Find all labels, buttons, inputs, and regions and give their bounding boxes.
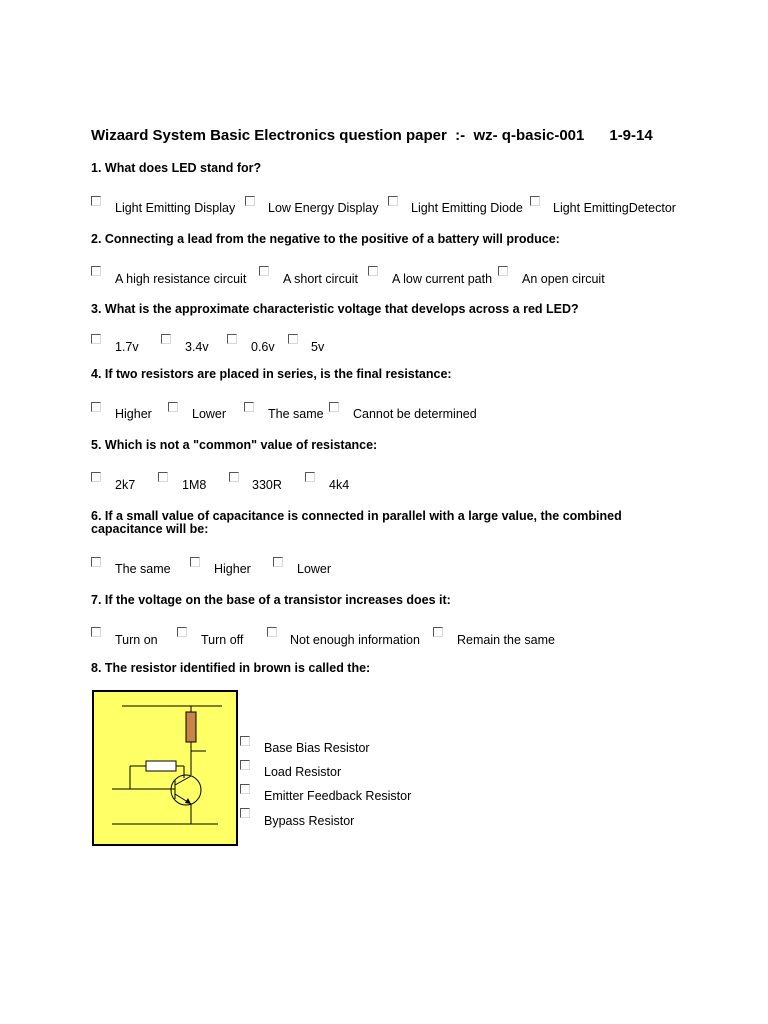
question-5-text: 5. Which is not a "common" value of resistance: (91, 438, 378, 452)
q4-option-3-checkbox[interactable] (244, 402, 254, 412)
q7-option-3-checkbox[interactable] (267, 627, 277, 637)
q8-option-4-label: Bypass Resistor (264, 814, 355, 828)
q8-option-4-checkbox[interactable] (240, 808, 250, 818)
q7-option-1-label: Turn on (115, 633, 158, 647)
q7-option-3-label: Not enough information (290, 633, 420, 647)
q4-option-1-label: Higher (115, 407, 152, 421)
q3-option-4-checkbox[interactable] (288, 334, 298, 344)
q5-option-2-checkbox[interactable] (158, 472, 168, 482)
q2-option-3-label: A low current path (392, 272, 493, 286)
q4-option-4-checkbox[interactable] (329, 402, 339, 412)
q6-option-3-label: Lower (297, 562, 332, 576)
q3-option-1-checkbox[interactable] (91, 334, 101, 344)
q7-option-2-label: Turn off (201, 633, 244, 647)
question-6-text-line-2: capacitance will be: (91, 522, 209, 536)
base-bias-resistor (146, 761, 176, 771)
question-7-text: 7. If the voltage on the base of a transistor increases does it: (91, 593, 451, 607)
q3-option-1-label: 1.7v (115, 340, 139, 354)
q3-option-4-label: 5v (311, 340, 325, 354)
q6-option-3-checkbox[interactable] (273, 557, 283, 567)
q5-option-2-label: 1M8 (182, 478, 207, 492)
q1-option-3-checkbox[interactable] (388, 196, 398, 206)
paper-title: Wizaard System Basic Electronics question paper :- wz- q-basic-001 1-9-14 (91, 127, 653, 144)
q1-option-2-checkbox[interactable] (245, 196, 255, 206)
question-4-text: 4. If two resistors are placed in series, is the final resistance: (91, 367, 452, 381)
q1-option-1-label: Light Emitting Display (115, 201, 236, 215)
q4-option-1-checkbox[interactable] (91, 402, 101, 412)
question-6-text-line-1: 6. If a small value of capacitance is connected in parallel with a large value, the combined (91, 509, 622, 523)
q8-option-1-checkbox[interactable] (240, 736, 250, 746)
q1-option-3-label: Light Emitting Diode (411, 201, 523, 215)
q8-option-1-label: Base Bias Resistor (264, 741, 370, 755)
q3-option-2-label: 3.4v (185, 340, 209, 354)
q5-option-3-label: 330R (252, 478, 282, 492)
q1-option-4-checkbox[interactable] (530, 196, 540, 206)
q8-option-3-label: Emitter Feedback Resistor (264, 789, 412, 803)
q7-option-1-checkbox[interactable] (91, 627, 101, 637)
q7-option-4-checkbox[interactable] (433, 627, 443, 637)
q6-option-2-label: Higher (214, 562, 251, 576)
q5-option-3-checkbox[interactable] (229, 472, 239, 482)
q2-option-4-label: An open circuit (522, 272, 605, 286)
highlighted-resistor (186, 712, 196, 742)
q6-option-2-checkbox[interactable] (190, 557, 200, 567)
question-1-text: 1. What does LED stand for? (91, 161, 262, 175)
q8-option-2-checkbox[interactable] (240, 760, 250, 770)
q8-option-2-label: Load Resistor (264, 765, 342, 779)
q1-option-4-label: Light EmittingDetector (553, 201, 676, 215)
q1-option-1-checkbox[interactable] (91, 196, 101, 206)
q2-option-2-label: A short circuit (283, 272, 359, 286)
q7-option-4-label: Remain the same (457, 633, 555, 647)
q5-option-4-checkbox[interactable] (305, 472, 315, 482)
q2-option-2-checkbox[interactable] (259, 266, 269, 276)
q2-option-1-label: A high resistance circuit (115, 272, 247, 286)
q2-option-3-checkbox[interactable] (368, 266, 378, 276)
question-2-text: 2. Connecting a lead from the negative to the positive of a battery will produce: (91, 232, 560, 246)
q5-option-1-label: 2k7 (115, 478, 136, 492)
q5-option-4-label: 4k4 (329, 478, 350, 492)
q3-option-3-checkbox[interactable] (227, 334, 237, 344)
q6-option-1-label: The same (115, 562, 171, 576)
q6-option-1-checkbox[interactable] (91, 557, 101, 567)
question-8-text: 8. The resistor identified in brown is called the: (91, 661, 371, 675)
q1-option-2-label: Low Energy Display (268, 201, 379, 215)
q2-option-4-checkbox[interactable] (498, 266, 508, 276)
circuit-schematic (94, 692, 236, 844)
q4-option-3-label: The same (268, 407, 324, 421)
q7-option-2-checkbox[interactable] (177, 627, 187, 637)
transistor-circuit-diagram (92, 690, 238, 846)
q4-option-2-label: Lower (192, 407, 227, 421)
q5-option-1-checkbox[interactable] (91, 472, 101, 482)
q2-option-1-checkbox[interactable] (91, 266, 101, 276)
q3-option-2-checkbox[interactable] (161, 334, 171, 344)
q8-option-3-checkbox[interactable] (240, 784, 250, 794)
q4-option-4-label: Cannot be determined (353, 407, 477, 421)
q3-option-3-label: 0.6v (251, 340, 275, 354)
q4-option-2-checkbox[interactable] (168, 402, 178, 412)
question-3-text: 3. What is the approximate characteristic voltage that develops across a red LED? (91, 302, 579, 316)
